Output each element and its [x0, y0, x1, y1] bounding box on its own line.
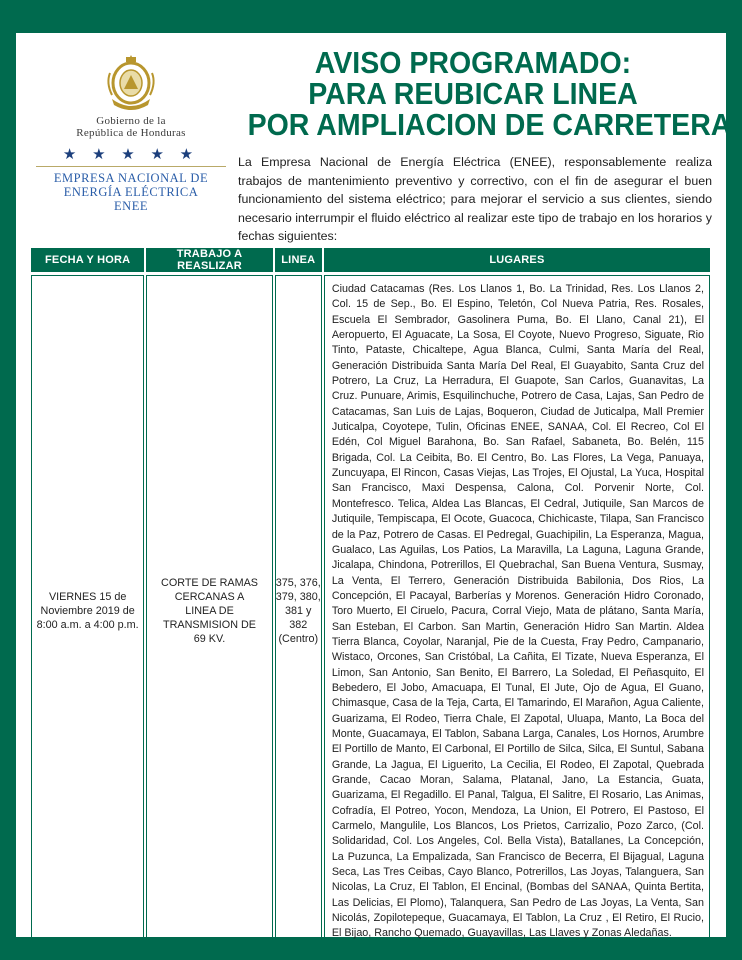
header-lugares: LUGARES: [324, 248, 710, 272]
header-linea: LINEA: [275, 248, 322, 272]
cell-linea: 375, 376, 379, 380, 381 y 382 (Centro): [275, 275, 322, 947]
header-fecha: FECHA Y HORA: [31, 248, 144, 272]
notice-sheet: [16, 33, 732, 940]
coat-of-arms-icon: [104, 53, 158, 115]
header-trabajo: TRABAJO A REASLIZAR: [146, 248, 272, 272]
schedule-table: [29, 245, 712, 950]
stars-icon: ★ ★ ★ ★ ★: [62, 147, 200, 163]
intro-paragraph: La Empresa Nacional de Energía Eléctrica (ENEE), responsablemente realiza trabajos de mantenimiento preventivo y correctivo, con el fin de asegurar el buen funcionamiento del sistema eléctrico; para mejorar el servicio a sus clientes, siendo necesario interrumpir el fluido eléctrico al realizar este tipo de trabajo en los horarios y fechas siguientes:: [238, 155, 712, 243]
gov-line-1: Gobierno de la: [96, 115, 166, 127]
logo-divider: [36, 166, 226, 167]
enee-name-line-2: ENERGÍA ELÉCTRICA: [63, 185, 199, 199]
notice-title: [247, 45, 732, 142]
enee-name-line-1: EMPRESA NACIONAL DE: [53, 171, 209, 185]
table-header-row: [31, 248, 710, 272]
enee-acronym: ENEE: [114, 199, 148, 213]
cell-fecha: VIERNES 15 de Noviembre 2019 de 8:00 a.m. a 4:00 p.m.: [31, 275, 144, 947]
gov-line-2: República de Honduras: [76, 127, 186, 139]
title-line-1: AVISO PROGRAMADO:: [314, 45, 632, 80]
table-row: [31, 275, 710, 947]
cell-lugares: Ciudad Catacamas (Res. Los Llanos 1, Bo. La Trinidad, Res. Los Llanos 2, Col. 15 de Sep., Bo. El Espino, Teletón, Col Nueva Patria, Res. Rosales, Escuela El Sembrador, Gasolinera Puma, Bo. El Llano, Canal 21), El Aeropuerto, El Aguacate, La Sosa, El Coyote, Nuevo Progreso, Siguate, Rio Tinto, Pataste, Chicaltepe, Agua Blanca, Culmi, Santa María del Real, Generación Distribuida Santa María Del Real, El Guayabito, Santa Cruz del Potrero, La Cruz, La Herradura, El Guapote, San Carlos, Guanavitas, La Cruz. Punuare, Arimis, Esquilinchuche, Potrero de Casa, Lajas, San Pedro de Catacamas, San Luis de Lajas, Boqueron, Ciudad de Juticalpa, Mall Premier Juticalpa, Coyotepe, Tulin, Oficinas ENEE, SANAA, Col. El Recreo, Col El Edén, Col Miguel Barahona, Bo. San Rafael, Sabaneta, Bo. Belén, 115 Brigada, Col. La Ceibita, Bo. El Centro, Bo. Las Flores, La Vega, Panuaya, Zuncuyapa, El Rincon, Casas Viejas, Las Trojes, El Ojustal, La Yuca, Hospital San Francisco, Maxi Despensa, Calona, Col. Porvenir Norte, Col. Montefresco. Telica, Aldea Las Blancas, El Cedral, Jutiquile, San Marcos de Jutiquile, Tempiscapa, El Ocote, Guacoca, Chichicaste, Tilapa, San Francisco de la Paz, Potrero de Casas. El Pedregal, Guachipilin, La Esperanza, Magua, Gualaco, Las Aguilas, Los Patios, La Maravilla, La Laguna, Laguna Grande, Jicalapa, Chindona, Potrerillos, El Quebrachal, San Buena Ventura, Susmay, La Venta, El Terrero, Generación Distribuida Babilonia, Dos Rios, La Concepción, El Pacayal, Barberías y Morenos. Generación Hidro Coronado, Toro Muerto, El Ciruelo, Pacura, Corral Viejo, Mata de plátano, Santa María, San Esteban, El Carbon. San Martin, Generación Hidro San Martin. Aldea Tierra Blanca, Coyolar, Naranjal, Pie de la Cuesta, Fray Pedro, Campanario, Wistaco, Orcones, San Cristóbal, La Cañita, El Tizate, Nueva Esperanza, El Limon, San Antonio, San Benito, El Barrero, La Soledad, El Peñasquito, El Bebedero, El Jobo, Amacuapa, El Tunal, El Jute, Ojo de Agua, El Guano, Chimasque, Casa de la Teja, Carta, El Tamarindo, El Marañon, Agua Caliente, Guarizama, El Rodeo, Tierra Chale, El Zapotal, Uluapa, Manto, La Boca del Monte, Guacamaya, El Tablon, Sabana Larga, Canales, Los Hornos, Arumbre El Portillo de Manto, El Carbonal, El Portillo de Silca, Silca, El Suntul, Sabana Grande, La Jagua, El Liguerito, La Cecilia, El Rodeo, El Zapotal, Quebrada Grande, Cacao Moran, Salama, Platanal, Jano, La Estancia, Guata, Guarizama, El Regadillo. El Panal, Talgua, El Salitre, El Rosario, Las Animas, Cofradía, El Potreo, Yocon, Mendoza, La Union, El Potrero, El Pastoso, El Carmelo, Mangulile, Los Blancos, Los Prietos, Carrizalio, Pozo Zarco, (Col. Solidaridad, Col. Los Angeles, Col. Bella Vista), Batallanes, La Concepción, La Puzunca, La Empalizada, San Francisco de Becerra, El Bijagual, Laguna Seca, Las Tres Ceibas, Cayo Blanco, Potrerillos, Las Joyas, Talanguera, San Nicolas, La Cruz, El Tablon, El Encinal, (Bombas del SANAA, Quinta Bertita, Las Delicias, El Plomo), Talanquera, San Pedro de Las Joyas, La Venta, San Nicolás, Zopilotepeque, Guacamaya, El Tablon, La Cruz , El Retiro, El Rucio, El Bijao, Rancho Quemado, Guayavillas, Las Llaves y Zonas Aledañas.: [324, 275, 710, 947]
cell-trabajo: CORTE DE RAMAS CERCANAS A LINEA DE TRANSMISION DE 69 KV.: [146, 275, 272, 947]
title-line-3: POR AMPLIACION DE CARRETERA: [247, 107, 732, 142]
title-line-2: PARA REUBICAR LINEA: [308, 76, 638, 111]
enee-logo: [36, 53, 226, 213]
